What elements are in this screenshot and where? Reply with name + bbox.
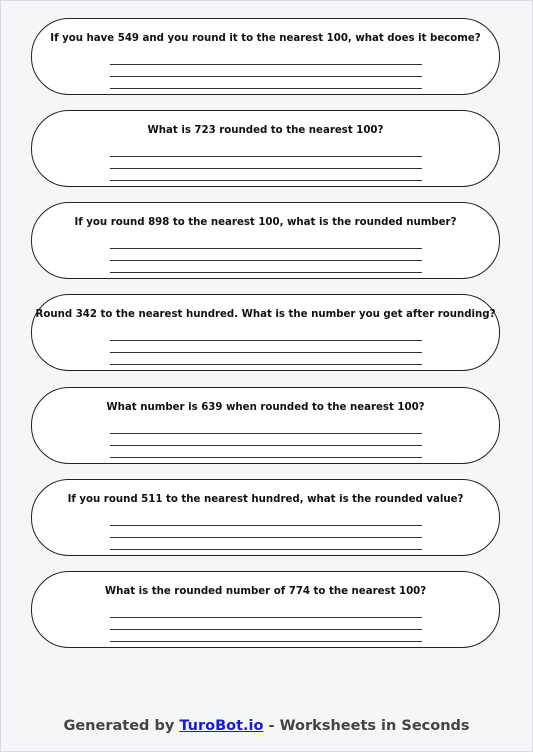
answer-line[interactable] xyxy=(110,248,422,249)
question-card-4 xyxy=(31,294,500,371)
answer-line[interactable] xyxy=(110,340,422,341)
question-text: If you round 511 to the nearest hundred, what is the rounded value? xyxy=(67,494,464,505)
answer-line[interactable] xyxy=(110,272,422,273)
question-card-3 xyxy=(31,202,500,279)
question-text: What is 723 rounded to the nearest 100? xyxy=(147,125,384,136)
question-text: If you round 898 to the nearest 100, what is the rounded number? xyxy=(74,217,457,228)
answer-line[interactable] xyxy=(110,352,422,353)
answer-line[interactable] xyxy=(110,433,422,434)
answer-line[interactable] xyxy=(110,629,422,630)
answer-line[interactable] xyxy=(110,549,422,550)
question-card-6 xyxy=(31,479,500,556)
question-card-2 xyxy=(31,110,500,187)
answer-line[interactable] xyxy=(110,88,422,89)
answer-line[interactable] xyxy=(110,180,422,181)
answer-line[interactable] xyxy=(110,260,422,261)
answer-line[interactable] xyxy=(110,156,422,157)
question-card-5 xyxy=(31,387,500,464)
answer-line[interactable] xyxy=(110,364,422,365)
question-card-1 xyxy=(31,18,500,95)
question-text: If you have 549 and you round it to the nearest 100, what does it become? xyxy=(50,33,481,44)
answer-line[interactable] xyxy=(110,641,422,642)
answer-line[interactable] xyxy=(110,64,422,65)
answer-line[interactable] xyxy=(110,76,422,77)
answer-line[interactable] xyxy=(110,457,422,458)
answer-line[interactable] xyxy=(110,537,422,538)
turobot-link[interactable]: TuroBot.io xyxy=(179,718,264,734)
footer-prefix: Generated by xyxy=(63,718,180,734)
question-card-7 xyxy=(31,571,500,648)
answer-line[interactable] xyxy=(110,445,422,446)
footer xyxy=(0,718,533,734)
answer-line[interactable] xyxy=(110,617,422,618)
question-text: Round 342 to the nearest hundred. What is the number you get after rounding? xyxy=(35,309,496,320)
question-text: What number is 639 when rounded to the nearest 100? xyxy=(106,402,425,413)
footer-suffix: - Worksheets in Seconds xyxy=(263,718,470,734)
answer-line[interactable] xyxy=(110,168,422,169)
answer-line[interactable] xyxy=(110,525,422,526)
question-text: What is the rounded number of 774 to the nearest 100? xyxy=(104,586,427,597)
